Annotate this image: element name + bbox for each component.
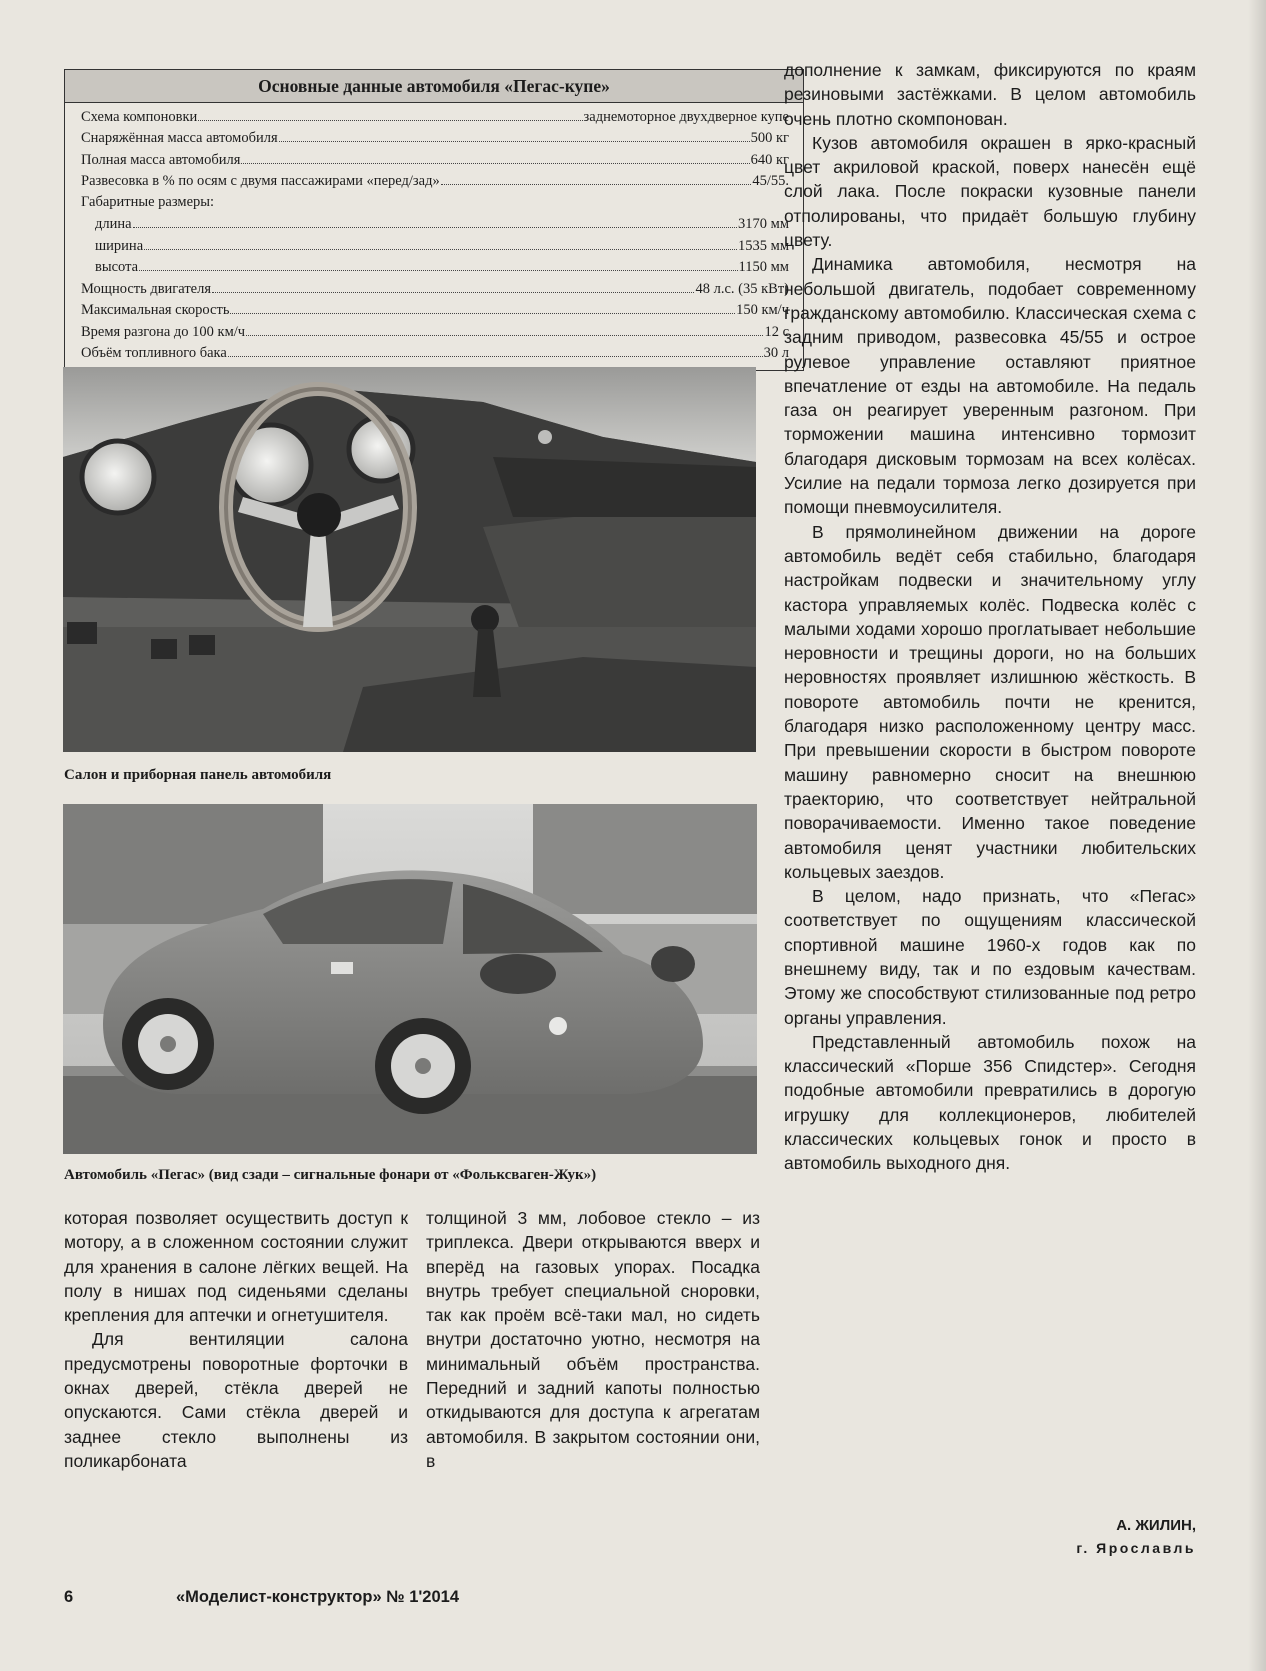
spec-leader-dots xyxy=(246,323,763,336)
spec-value: 45/55. xyxy=(752,173,789,190)
spec-row xyxy=(81,259,789,281)
article-paragraph: Кузов автомобиля окрашен в ярко-красный цвет акриловой краской, поверх нанесён ещё слой лака. После покраски кузовные панели отполированы, что придаёт большую глубину цвету. xyxy=(784,132,1196,251)
article-column-left xyxy=(64,1206,408,1473)
spec-leader-dots xyxy=(144,237,737,250)
article-paragraph: которая позволяет осуществить доступ к мотору, а в сложенном состоянии служит для хранения в салоне лёгких вещей. На полу в нишах под сиденьями сделаны крепления для аптечки и огнетушителя. xyxy=(64,1208,408,1326)
spec-leader-dots xyxy=(279,130,750,143)
spec-table-rows xyxy=(65,103,803,366)
exterior-photo-caption: Автомобиль «Пегас» (вид сзади – сигнальные фонари от «Фольксваген-Жук») xyxy=(64,1167,597,1183)
exterior-photo xyxy=(63,804,757,1154)
spec-value: 12 с xyxy=(764,323,789,340)
article-column-right xyxy=(784,58,1196,1176)
spec-value: 3170 мм xyxy=(738,216,789,233)
spec-row xyxy=(81,130,789,152)
spec-label: Мощность двигателя xyxy=(81,280,211,297)
spec-row xyxy=(81,323,789,345)
author-city: г. Ярославль xyxy=(1076,1540,1196,1556)
article-paragraph: дополнение к замкам, фиксируются по краям резиновыми застёжками. В целом автомобиль очень плотно скомпонован. xyxy=(784,60,1196,129)
article-paragraph: толщиной 3 мм, лобовое стекло – из триплекса. Двери открываются вверх и вперёд на газовых упорах. Посадка внутрь требует специальной сноровки, так как проём всё-таки мал, но сидеть внутри достаточно уютно, несмотря на минимальный объём пространства. Передний и задний капоты полностью откидываются для доступа к агрегатам автомобиля. В закрытом состоянии они, в xyxy=(426,1208,760,1471)
spec-row xyxy=(81,216,789,238)
spec-row xyxy=(81,302,789,324)
spec-table xyxy=(64,69,804,371)
spec-value: 30 л xyxy=(763,345,789,362)
spec-label: ширина xyxy=(95,237,144,254)
spec-label: Максимальная скорость xyxy=(81,302,230,319)
spec-leader-dots xyxy=(133,216,737,229)
spec-leader-dots xyxy=(230,302,735,315)
spec-leader-dots xyxy=(198,108,582,121)
spec-row xyxy=(81,173,789,195)
spec-value: заднемоторное двухдверное купе xyxy=(583,108,789,125)
spec-label: Развесовка в % по осям с двумя пассажирами «перед/зад» xyxy=(81,173,440,190)
spec-leader-dots xyxy=(139,259,738,272)
article-paragraph: Динамика автомобиля, несмотря на небольшой двигатель, подобает современному гражданскому автомобилю. Классическая схема с задним приводом, развесовка 45/55 и острое рулевое управление оставляют приятное впечатление от езды на автомобиле. На педаль газа он реагирует уверенным разгоном. При торможении машина интенсивно тормозит благодаря дисковым тормозам на всех колёсах. Усилие на педали тормоза легко дозируется при помощи пневмоусилителя. xyxy=(784,254,1196,518)
spec-row xyxy=(81,280,789,302)
spec-label: длина xyxy=(95,216,132,233)
spec-label: высота xyxy=(95,259,139,276)
spec-table-title: Основные данные автомобиля «Пегас-купе» xyxy=(65,70,803,103)
spec-leader-dots xyxy=(241,151,749,164)
article-paragraph: В целом, надо признать, что «Пегас» соответствует по ощущениям классической спортивной машине 1960-х годов как по внешнему виду, так и по ездовым качествам. Этому же способствуют стилизованные под ретро органы управления. xyxy=(784,886,1196,1028)
spec-row xyxy=(81,237,789,259)
spec-label: Снаряжённая масса автомобиля xyxy=(81,130,278,147)
spec-value: 1150 мм xyxy=(738,259,789,276)
spec-value: 1535 мм xyxy=(738,237,789,254)
article-paragraph: Представленный автомобиль похож на классический «Порше 356 Спидстер». Сегодня подобные автомобили превратились в дорогую игрушку для коллекционеров, любителей классических кольцевых гонок и просто в автомобиль выходного дня. xyxy=(784,1031,1196,1174)
spec-leader-dots xyxy=(441,173,752,186)
spec-label: Полная масса автомобиля xyxy=(81,151,241,168)
magazine-title: «Моделист-конструктор» № 1'2014 xyxy=(176,1588,460,1606)
spec-value: 150 км/ч xyxy=(736,302,789,319)
article-paragraph: В прямолинейном движении на дороге автомобиль ведёт себя стабильно, благодаря настройкам подвески и значительному углу кастора управляемых колёс. Подвеска колёс с малыми ходами хорошо проглатывает небольшие неровности и трещины дороги, но на больших неровностях проявляет излишнюю жёсткость. В повороте автомобиль почти не кренится, благодаря низко расположенному центру масс. При превышении скорости в быстром повороте машину равномерно сносит на внешнюю траекторию, что соответствует нейтральной поворачиваемости. Именно такое поведение автомобиля ценят участники любительских кольцевых заездов. xyxy=(784,521,1196,882)
article-signature xyxy=(1076,1515,1196,1559)
article-column-middle xyxy=(426,1206,760,1473)
interior-photo xyxy=(63,367,756,752)
article-paragraph: Для вентиляции салона предусмотрены поворотные форточки в окнах дверей, стёкла дверей не опускаются. Сами стёкла дверей и заднее стекло выполнены из поликарбоната xyxy=(64,1329,408,1471)
spec-value: 500 кг xyxy=(750,130,789,147)
author-name: А. ЖИЛИН, xyxy=(1116,1517,1196,1534)
spec-leader-dots xyxy=(228,345,763,358)
spec-label: Габаритные размеры: xyxy=(81,194,215,210)
spec-value: 48 л.с. (35 кВт) xyxy=(695,280,789,297)
spec-row xyxy=(81,345,789,367)
page-edge-shadow xyxy=(1248,0,1266,1671)
spec-label: Время разгона до 100 км/ч xyxy=(81,323,246,340)
spec-value: 640 кг xyxy=(750,151,789,168)
spec-label: Объём топливного бака xyxy=(81,345,227,362)
spec-row xyxy=(81,194,789,216)
page-number: 6 xyxy=(64,1588,74,1606)
spec-label: Схема компоновки xyxy=(81,108,198,125)
spec-row xyxy=(81,108,789,130)
spec-row xyxy=(81,151,789,173)
interior-photo-caption: Салон и приборная панель автомобиля xyxy=(64,767,332,783)
spec-leader-dots xyxy=(212,280,694,293)
